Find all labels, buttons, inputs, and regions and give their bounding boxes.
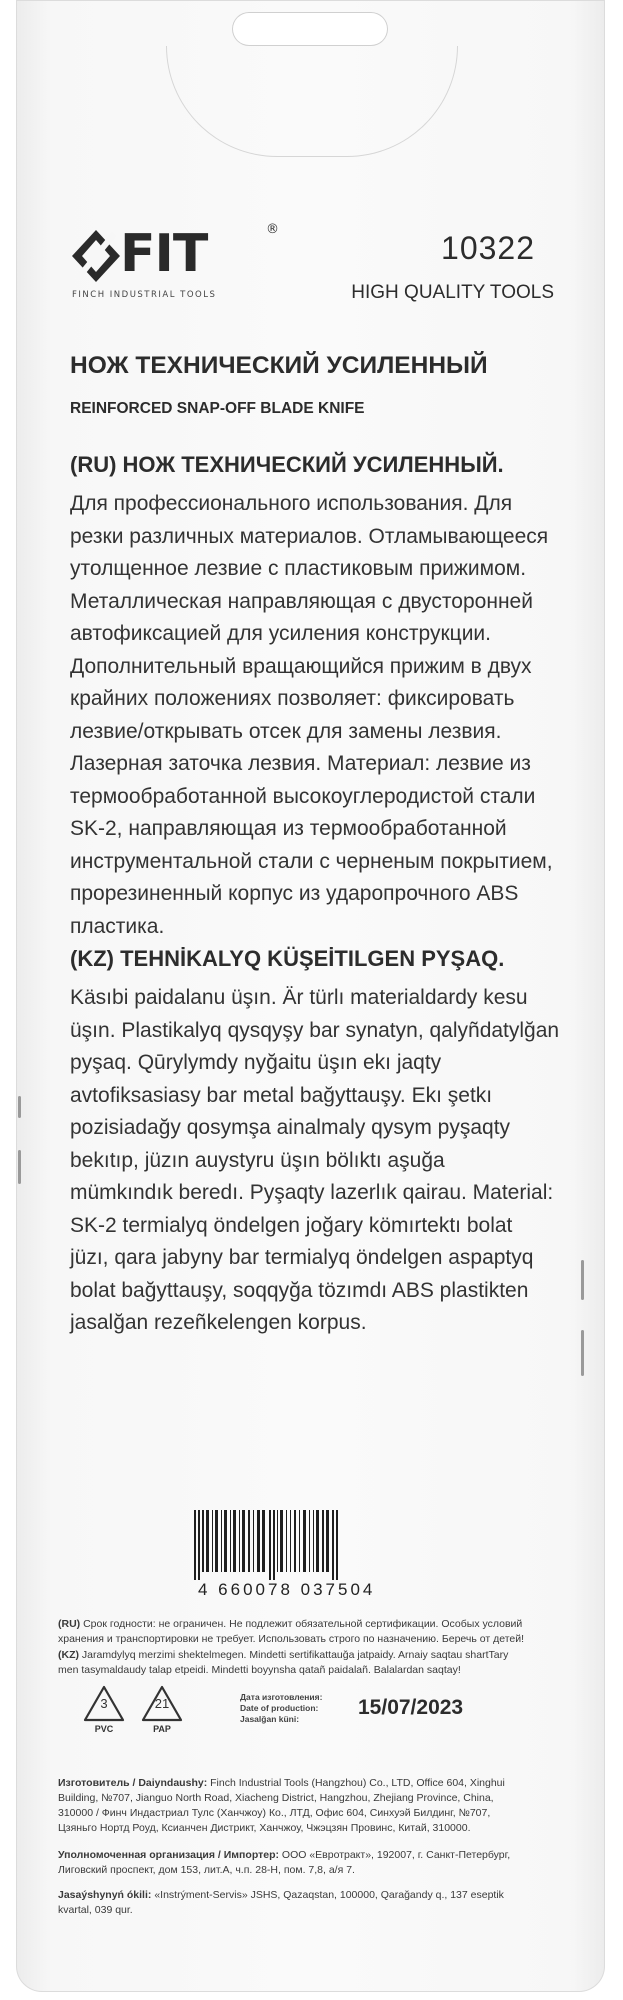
representative-line: «Instrýment-Servis» JSHS, Qazaqstan, 100000, Qarağandy q., 137 eseptik	[154, 1889, 504, 1901]
storage-info-kz	[58, 1648, 598, 1678]
registered-mark: ®	[266, 222, 279, 237]
barcode-bar	[280, 1510, 283, 1572]
hang-hole	[232, 12, 388, 46]
date-labels	[240, 1692, 322, 1725]
ru-line: SK-2, направляющая из термообработанной	[70, 817, 507, 840]
barcode-bar	[286, 1510, 287, 1572]
barcode-bar	[326, 1510, 329, 1572]
ru-description	[70, 488, 600, 943]
kz-section-title: (KZ) TEHNİKALYQ KÜŞEİTILGEN PYŞAQ.	[70, 946, 505, 971]
recycle-number: 21	[154, 1696, 170, 1711]
ru-line: термообработанной высокоуглеродистой стали	[70, 784, 536, 808]
barcode-bar	[290, 1510, 291, 1572]
barcode-bar	[277, 1510, 278, 1572]
manufacturer-line: 310000 / Финч Индастриал Тулс (Ханчжоу) Ко., ЛТД, Офис 604, Синхуэй Билдинг, №707,	[58, 1807, 491, 1819]
importer-line: ООО «Евротракт», 192007, г. Санкт-Петербург,	[281, 1849, 511, 1861]
kz-line: SK-2 termialyq öndelgen joğary kömırtektı bolat	[70, 1213, 513, 1237]
barcode-bar	[230, 1510, 231, 1572]
logo-wordmark: FIT	[120, 224, 208, 284]
kz-line: üşın. Plastikalyq qysqyşy bar synatyn, qalyñdatylğan	[70, 1018, 560, 1042]
kz-line: bekıtıp, jüzın auystyru üşın bölıktı aşuğa	[70, 1148, 445, 1172]
recycle-number: 3	[100, 1696, 108, 1711]
storage-line: men tasymaldaudy talap etpeidi. Mindetti boyynsha qatañ paidalañ. Balalardan saqtay!	[58, 1664, 461, 1676]
ru-line: Дополнительный вращающийся прижим в двух	[70, 654, 532, 678]
barcode-number: 4 660078 037504	[198, 1580, 376, 1599]
ru-line: прорезиненный корпус из ударопрочного ABS	[70, 882, 519, 905]
hang-tab-outline	[166, 46, 458, 157]
barcode-bar	[194, 1510, 196, 1580]
barcode-bar	[322, 1510, 324, 1572]
barcode-bar	[253, 1510, 254, 1572]
barcode-bar	[262, 1510, 265, 1572]
date-label-en: Date of production:	[240, 1703, 319, 1713]
side-mark	[18, 1150, 21, 1184]
barcode-bar	[332, 1510, 334, 1580]
barcode-bar	[273, 1510, 275, 1580]
ru-line: пластика.	[70, 914, 165, 938]
kz-line: jüzı, qara jabyny bar termialyq öndelgen aspaptyq	[70, 1246, 534, 1269]
ru-section-title: (RU) НОЖ ТЕХНИЧЕСКИЙ УСИЛЕННЫЙ.	[70, 452, 504, 477]
storage-line: Jaramdylyq merzimi shektelmegen. Mindetti sertifikattauğa jatpaidy. Arnaiy saqtau shartTary	[81, 1649, 509, 1661]
barcode-bar	[242, 1510, 245, 1572]
product-title-en: REINFORCED SNAP-OFF BLADE KNIFE	[70, 400, 365, 417]
ru-line: Для профессионального использования. Для	[70, 492, 513, 515]
representative-line: kvartal, 039 qur.	[58, 1904, 133, 1916]
lang-label: (KZ)	[58, 1649, 79, 1661]
barcode-bar	[316, 1510, 319, 1572]
importer-label: Уполномоченная организация / Импортер:	[58, 1849, 279, 1861]
barcode-bar	[202, 1510, 204, 1572]
barcode-bar	[336, 1510, 338, 1580]
recycle-mark-pap	[140, 1684, 184, 1742]
barcode-bar	[215, 1510, 218, 1572]
barcode-bar	[309, 1510, 310, 1572]
barcode	[188, 1510, 492, 1610]
product-title-ru: НОЖ ТЕХНИЧЕСКИЙ УСИЛЕННЫЙ	[70, 352, 488, 379]
barcode-bar	[239, 1510, 240, 1572]
kz-line: mümkındık beredı. Pyşaqty lazerlık qairau. Material:	[70, 1181, 554, 1204]
kz-line: pozisiadağy qosymşa ainalmaly qysym pyşaqty	[70, 1116, 511, 1139]
recycle-mark-pvc	[82, 1684, 126, 1742]
lang-label: (RU)	[58, 1618, 81, 1630]
barcode-bar	[313, 1510, 314, 1572]
ru-line: автофиксацией для усиления конструкции.	[70, 622, 491, 645]
barcode-bar	[248, 1510, 250, 1572]
barcode-bar	[294, 1510, 296, 1572]
kz-line: bolat bağyttauşy, soqqyğa tözımdı ABS plastikten	[70, 1278, 529, 1302]
date-label-ru: Дата изготовления:	[240, 1692, 323, 1702]
kz-line: avtofiksasiasy bar metal bağyttauşy. Ekı şetkı	[70, 1083, 493, 1107]
barcode-bar	[303, 1510, 306, 1572]
logo-tagline: FINCH INDUSTRIAL TOOLS	[72, 290, 217, 300]
barcode-bar	[206, 1510, 209, 1572]
kz-line: jasalğan rezeñkelengen korpus.	[70, 1311, 367, 1334]
ru-line: утолщенное лезвие с пластиковым прижимом.	[70, 557, 527, 580]
ru-line: Лазерная заточка лезвия. Материал: лезвие из	[70, 752, 531, 775]
quality-slogan: HIGH QUALITY TOOLS	[351, 282, 554, 303]
barcode-bar	[221, 1510, 222, 1572]
manufacturer-label: Изготовитель / Daiyndaushy:	[58, 1777, 208, 1789]
kz-representative-info	[58, 1888, 598, 1918]
storage-line: хранения и транспортировки не требует. Использовать строго по назначению. Беречь от детей!	[58, 1633, 525, 1645]
ru-line: инструментальной стали с черненым покрытием,	[70, 849, 553, 873]
representative-label: Jasaýshynyń ókili:	[58, 1889, 152, 1901]
date-label-kz: Jasalğan küni:	[240, 1714, 300, 1724]
importer-info	[58, 1848, 598, 1878]
barcode-bar	[257, 1510, 260, 1572]
kz-line: Käsıbi paidalanu üşın. Är türlı materialdardy kesu	[70, 986, 528, 1009]
manufacturer-line: Building, №707, Jianguo North Road, Xiacheng District, Hangzhou, Zhejiang Province, China,	[58, 1792, 494, 1804]
manufacturer-info	[58, 1776, 598, 1836]
side-mark	[18, 1096, 21, 1118]
kz-description	[70, 982, 600, 1340]
storage-info-ru	[58, 1617, 598, 1647]
manufacturer-line: Цзяньго Нортд Роуд, Ксианчен Дистрикт, Ханчжоу, Чжэцзян Провинс, Китай, 310000.	[58, 1822, 471, 1834]
ru-line: лезвие/открывать отсек для замены лезвия.	[70, 719, 502, 743]
kz-line: pyşaq. Qūrylymdy nyğaitu üşın ekı jaqty	[70, 1051, 442, 1074]
ru-line: Металлическая направляющая с двусторонней	[70, 589, 533, 613]
recycle-label: PVC	[94, 1724, 114, 1734]
fit-diamond-icon	[70, 228, 122, 284]
ru-line: крайних положениях позволяет: фиксировать	[70, 687, 515, 710]
barcode-bar	[212, 1510, 213, 1572]
brand-logo	[70, 222, 285, 308]
importer-line: Лиговский проспект, дом 153, лит.А, ч.п. 28-Н, пом. 7,8, а/я 7.	[58, 1864, 355, 1876]
barcode-bar	[224, 1510, 227, 1572]
recycle-label: PAP	[153, 1724, 171, 1734]
storage-line: Срок годности: не ограничен. Не подлежит обязательной сертификации. Особых условий	[83, 1618, 523, 1630]
barcode-bar	[198, 1510, 200, 1580]
ru-line: резки различных материалов. Отламывающееся	[70, 524, 549, 548]
barcode-bar	[233, 1510, 236, 1572]
manufacturer-line: Finch Industrial Tools (Hangzhou) Co., LTD, Office 604, Xinghui	[210, 1777, 505, 1789]
product-code: 10322	[441, 230, 535, 266]
barcode-bar	[299, 1510, 300, 1572]
barcode-bars	[188, 1510, 492, 1580]
manufacture-date: 15/07/2023	[358, 1696, 464, 1719]
packaging-card	[16, 0, 605, 1992]
barcode-bar	[269, 1510, 271, 1580]
